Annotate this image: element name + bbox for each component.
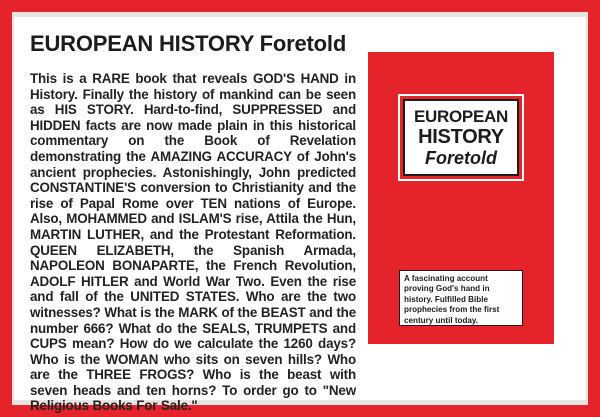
book-blurb: A fascinating account proving God's hand in history. Fulfilled Bible prophecies from the first century until today. [399,270,523,326]
book-title-line-1: EUROPEAN [414,107,508,126]
ad-title: EUROPEAN HISTORY Foretold [30,31,347,56]
ad-description: This is a RARE book that reveals GOD'S HAND in History. Finally the history of mankind can be seen as HIS STORY. Hard-to-find, SUPPRESSED and HIDDEN facts are now made plain in this historical commentary on the Book of Revelation demonstrating the AMAZING ACCURACY of John's ancient prophecies. Astonishingly, John predicted CONSTANTINE'S conversion to Christianity and the rise of Papal Rome over TEN nations of Europe. Also, MOHAMMED and ISLAM'S rise, Attila the Hun, MARTIN LUTHER, and the Protestant Reformation. QUEEN ELIZABETH, the Spanish Armada, NAPOLEON BONAPARTE, the French Revolution, ADOLF HITLER and World War Two. Even the rise and fall of the UNITED STATES. Who are the two witnesses? What is the MARK of the BEAST and the number 666? What do the SEALS, TRUMPETS and CUPS mean? How do we calculate the 1260 days? Who is the WOMAN who sits on seven hills? Who are the THREE FROGS? Who is the beast with seven heads and ten horns? To order go to "New Religious Books For Sale." [30,71,356,414]
book-cover-image [368,52,554,344]
book-title-line-2: HISTORY [418,126,504,148]
book-title-line-3: Foretold [425,148,497,168]
book-title-box [400,96,522,179]
ad-card [14,17,586,414]
